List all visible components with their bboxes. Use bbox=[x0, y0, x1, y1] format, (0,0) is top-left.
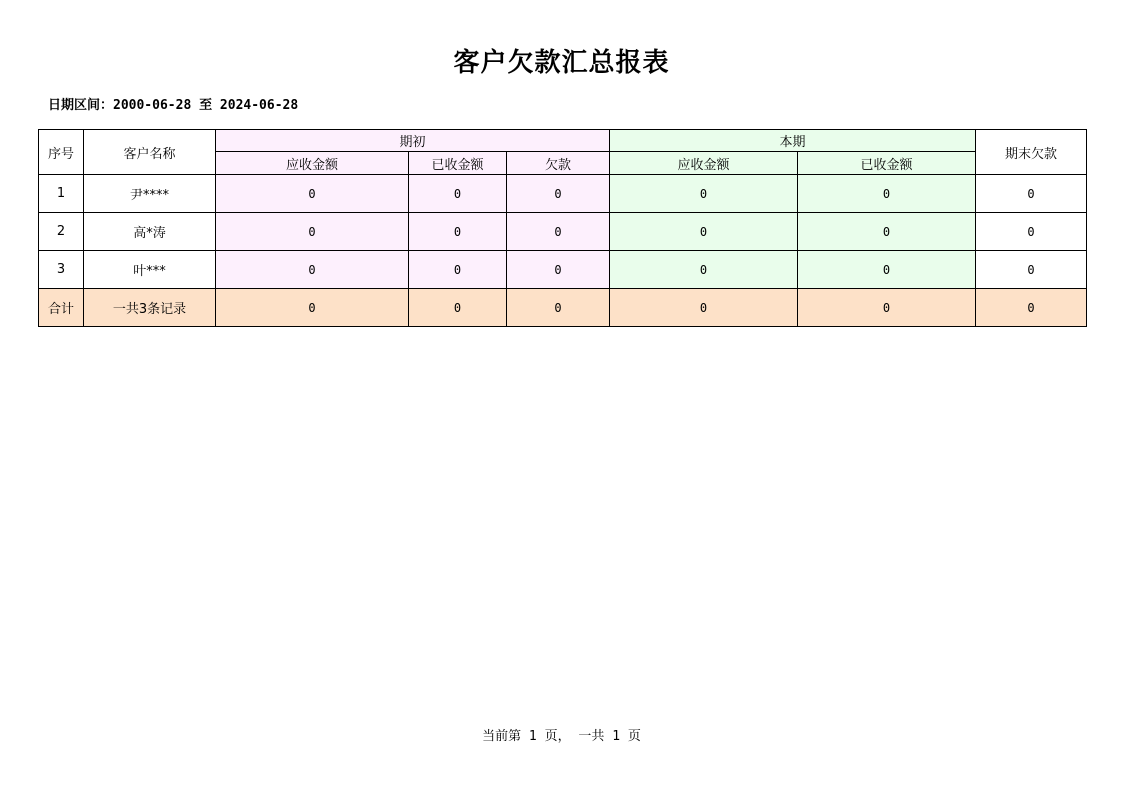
header-current-received: 已收金额 bbox=[798, 152, 976, 175]
cell-opening-received: 0 bbox=[409, 175, 507, 213]
summary-table bbox=[38, 129, 1087, 327]
date-range: 日期区间：2000-06-28 至 2024-06-28 bbox=[48, 98, 299, 113]
header-closing-debt: 期末欠款 bbox=[976, 130, 1087, 175]
pagination-info: 当前第 1 页， 一共 1 页 bbox=[482, 729, 641, 744]
total-current-receivable: 0 bbox=[610, 289, 798, 327]
header-opening-group: 期初 bbox=[216, 130, 610, 152]
cell-seq: 3 bbox=[39, 251, 84, 289]
total-opening-receivable: 0 bbox=[216, 289, 409, 327]
table-row bbox=[39, 251, 1087, 289]
cell-opening-received: 0 bbox=[409, 213, 507, 251]
cell-opening-debt: 0 bbox=[507, 251, 610, 289]
cell-opening-receivable: 0 bbox=[216, 175, 409, 213]
cell-closing-debt: 0 bbox=[976, 175, 1087, 213]
header-current-receivable: 应收金额 bbox=[610, 152, 798, 175]
cell-closing-debt: 0 bbox=[976, 251, 1087, 289]
cell-customer: 高*涛 bbox=[84, 213, 216, 251]
total-closing-debt: 0 bbox=[976, 289, 1087, 327]
cell-customer: 叶*** bbox=[84, 251, 216, 289]
table-row bbox=[39, 175, 1087, 213]
cell-current-received: 0 bbox=[798, 213, 976, 251]
total-row bbox=[39, 289, 1087, 327]
cell-current-receivable: 0 bbox=[610, 251, 798, 289]
total-label: 合计 bbox=[39, 289, 84, 327]
cell-current-receivable: 0 bbox=[610, 213, 798, 251]
header-seq: 序号 bbox=[39, 130, 84, 175]
header-opening-debt: 欠款 bbox=[507, 152, 610, 175]
total-opening-debt: 0 bbox=[507, 289, 610, 327]
table-row bbox=[39, 213, 1087, 251]
header-current-group: 本期 bbox=[610, 130, 976, 152]
cell-opening-debt: 0 bbox=[507, 213, 610, 251]
cell-current-received: 0 bbox=[798, 175, 976, 213]
cell-seq: 2 bbox=[39, 213, 84, 251]
cell-current-receivable: 0 bbox=[610, 175, 798, 213]
report-title: 客户欠款汇总报表 bbox=[453, 48, 670, 78]
total-opening-received: 0 bbox=[409, 289, 507, 327]
total-count: 一共3条记录 bbox=[84, 289, 216, 327]
header-opening-receivable: 应收金额 bbox=[216, 152, 409, 175]
header-opening-received: 已收金额 bbox=[409, 152, 507, 175]
total-current-received: 0 bbox=[798, 289, 976, 327]
cell-opening-received: 0 bbox=[409, 251, 507, 289]
cell-current-received: 0 bbox=[798, 251, 976, 289]
header-customer: 客户名称 bbox=[84, 130, 216, 175]
cell-opening-receivable: 0 bbox=[216, 251, 409, 289]
cell-closing-debt: 0 bbox=[976, 213, 1087, 251]
cell-customer: 尹**** bbox=[84, 175, 216, 213]
cell-opening-receivable: 0 bbox=[216, 213, 409, 251]
cell-opening-debt: 0 bbox=[507, 175, 610, 213]
cell-seq: 1 bbox=[39, 175, 84, 213]
